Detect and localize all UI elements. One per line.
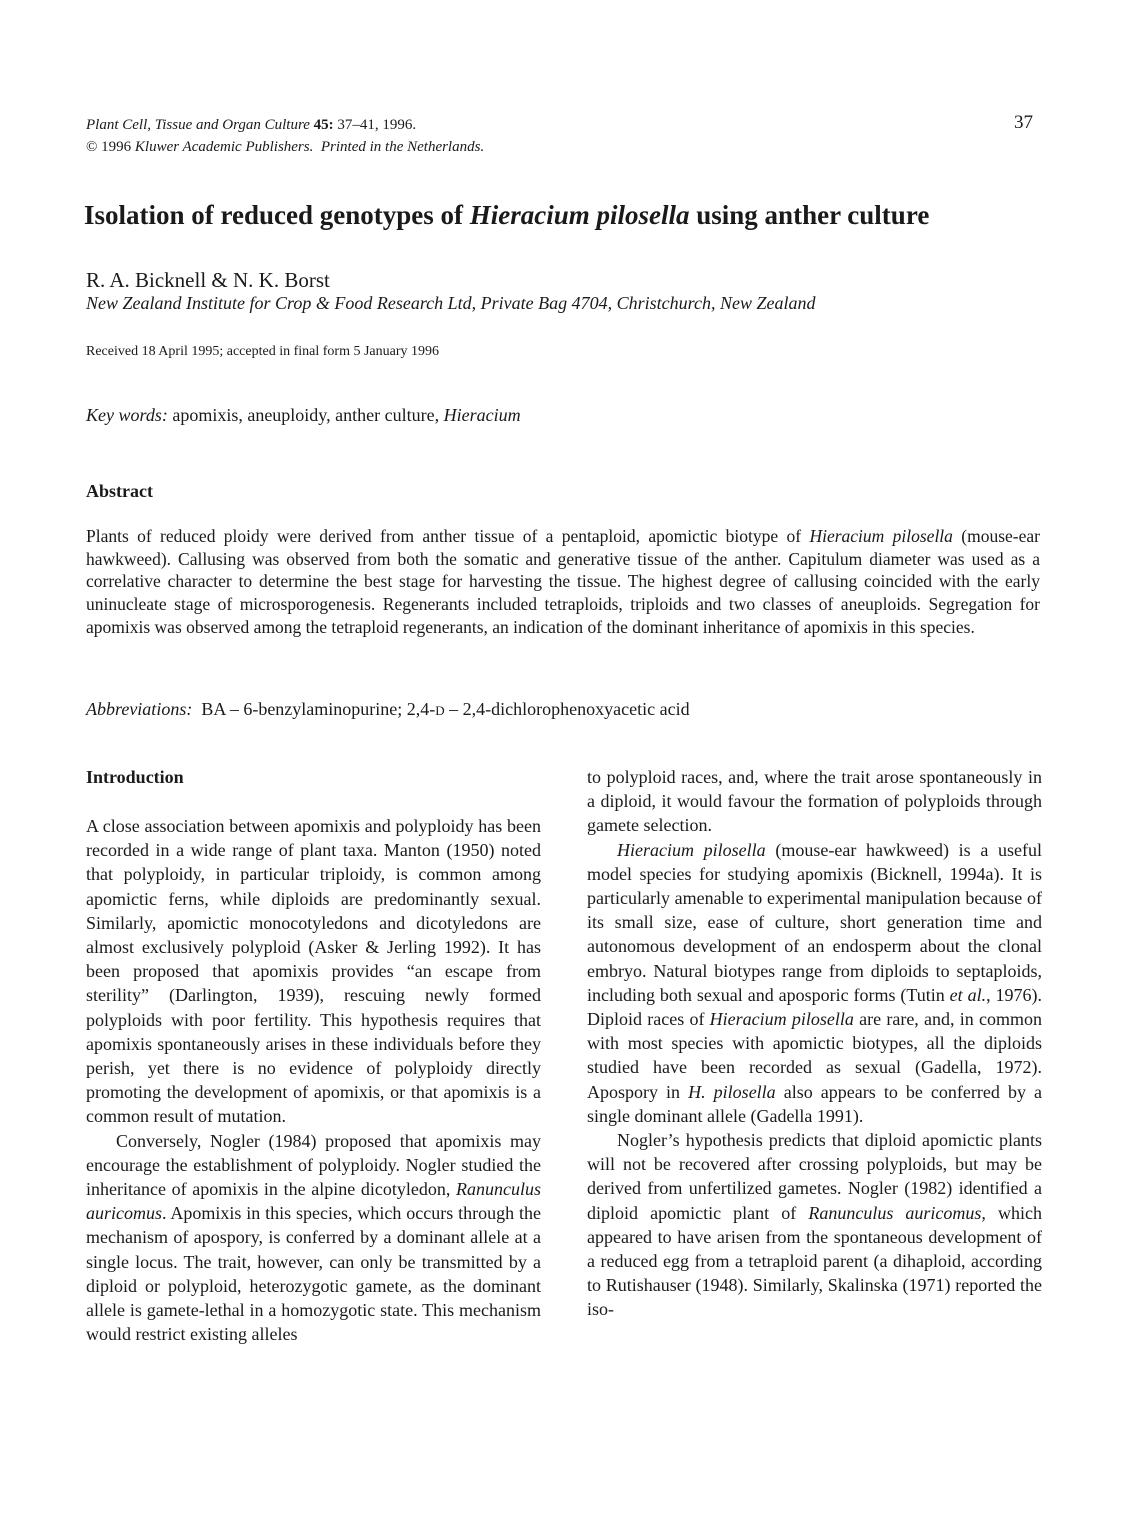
- authors: R. A. Bicknell & N. K. Borst: [86, 268, 330, 292]
- abstract-species: Hieracium pilosella: [809, 526, 953, 546]
- volume: 45:: [313, 117, 334, 133]
- title-text: Isolation of reduced genotypes of: [84, 200, 470, 230]
- copyright-symbol: ©: [86, 139, 98, 155]
- abstract-text-2: (mouse-ear hawkweed). Callusing was observed from both the somatic and generative tissue of the anther. Capitulum diameter was used as a correlative character to determine the best stage for harvesting the tissue. The highest degree of callusing coincided with the early uninucleate stage of microsporogenesis. Regenerants included tetraploids, triploids and two classes of aneuploids. Segregation for apomixis was observed among the tetraploid regenerants, an indication of the dominant inheritance of apomixis in this species.: [86, 526, 1040, 637]
- abbreviations-smallcaps: d: [435, 699, 445, 719]
- page-number: 37: [1014, 112, 1033, 133]
- abbreviations-text-2: – 2,4-dichlorophenoxyacetic acid: [444, 699, 690, 719]
- text-run: which appeared to have arisen from the spontaneous development of a reduced egg from a tetraploid parent (a dihaploid, according to Rutishauser (1948). Similarly, Skalinska (1971) reported the iso-: [587, 1202, 1042, 1320]
- affiliation: New Zealand Institute for Crop & Food Research Ltd, Private Bag 4704, Christchurch, New Zealand: [86, 293, 816, 313]
- abstract-heading: Abstract: [86, 481, 153, 501]
- keywords-text: apomixis, aneuploidy, anther culture,: [172, 405, 440, 425]
- abstract-text: Plants of reduced ploidy were derived from anther tissue of a pentaploid, apomictic biotype of: [86, 526, 810, 546]
- journal-header: [86, 114, 484, 158]
- paper-title: [84, 200, 929, 231]
- publisher: Kluwer Academic Publishers.: [134, 139, 314, 155]
- intro-paragraph-4: [587, 1128, 1042, 1322]
- abbreviations: [86, 699, 690, 720]
- text-run: are rare, and, in common with most species with apomictic biotypes, all the diploids studied have been recorded as sexual (Gadella, 1972). Apospory in: [587, 1009, 1042, 1102]
- title-species: Hieracium pilosella: [469, 200, 690, 230]
- text-run: Nogler’s hypothesis predicts that diploid apomictic plants will not be recovered after crossing polyploids, but may be derived from unfertilized gametes. Nogler (1982) identified a diploid apomictic plant of: [587, 1130, 1042, 1223]
- keywords: [86, 405, 521, 426]
- keywords-genus: Hieracium: [443, 405, 521, 425]
- species-name: Ranunculus auricomus: [86, 1179, 541, 1224]
- right-column: [587, 765, 1042, 1322]
- page-range: 37–41, 1996.: [337, 117, 417, 133]
- intro-paragraph-1: A close association between apomixis and polyploidy has been recorded in a wide range of plant taxa. Manton (1950) noted that polyploidy, in particular triploidy, is common among apomictic ferns, while diploids are predominantly sexual. Similarly, apomictic monocotyledons and dicotyledons are almost exclusively polyploid (Asker & Jerling 1992). It has been proposed that apomixis provides “an escape from sterility” (Darlington, 1939), rescuing newly formed polyploids with poor fertility. This hypothesis requires that apomixis spontaneously arises in these individuals before they perish, yet there is no evidence of polyploidy directly promoting the development of apomixis, or that apomixis is a common result of mutation.: [86, 816, 541, 1127]
- text-run: Conversely, Nogler (1984) proposed that apomixis may encourage the establishment of polyploidy. Nogler studied the inheritance of apomixis in the alpine dicotyledon,: [86, 1130, 541, 1200]
- title-text-end: using anther culture: [689, 200, 930, 230]
- abbreviations-text: BA – 6-benzylaminopurine; 2,4-: [201, 699, 436, 719]
- keywords-label: Key words:: [86, 405, 168, 425]
- citation-line: [86, 114, 484, 136]
- introduction-heading: Introduction: [86, 767, 184, 787]
- text-run: , 1976). Diploid races of: [587, 984, 1042, 1030]
- intro-paragraph-continued: to polyploid races, and, where the trait arose spontaneously in a diploid, it would favour the formation of polyploids through gamete selection.: [587, 767, 1042, 836]
- text-run: (mouse-ear hawkweed) is a useful model species for studying apomixis (Bicknell, 1994a). It is particularly amenable to experimental manipulation because of its small size, ease of culture, short generation time and autonomous development of an endosperm about the clonal embryo. Natural biotypes range from diploids to septaploids, including both sexual and aposporic forms (Tutin: [587, 839, 1042, 1005]
- received-dates: Received 18 April 1995; accepted in final form 5 January 1996: [86, 344, 440, 359]
- intro-paragraph-2: [86, 1129, 541, 1347]
- intro-paragraph-3: [587, 838, 1042, 1128]
- left-column: [86, 814, 541, 1346]
- copyright-year: 1996: [101, 139, 132, 155]
- species-name: Ranunculus auricomus,: [808, 1202, 986, 1223]
- copyright-line: [86, 136, 484, 158]
- species-name: Hieracium pilosella: [617, 839, 766, 860]
- species-name: H. pilosella: [688, 1081, 776, 1102]
- text-run: also appears to be conferred by a single dominant allele (Gadella 1991).: [587, 1081, 1042, 1126]
- journal-name: Plant Cell, Tissue and Organ Culture: [86, 117, 310, 133]
- et-al: et al.: [949, 984, 987, 1005]
- species-name: Hieracium pilosella: [709, 1009, 854, 1030]
- text-run: . Apomixis in this species, which occurs through the mechanism of apospory, is conferred by a dominant allele at a single locus. The trait, however, can only be transmitted by a diploid or polyploid, heterozygotic gamete, as the dominant allele is gamete-lethal in a homozygotic state. This mechanism would restrict existing alleles: [86, 1203, 541, 1345]
- printed-in: Printed in the Netherlands.: [320, 139, 485, 155]
- abbreviations-label: Abbreviations:: [86, 699, 193, 719]
- abstract-body: [86, 525, 1040, 639]
